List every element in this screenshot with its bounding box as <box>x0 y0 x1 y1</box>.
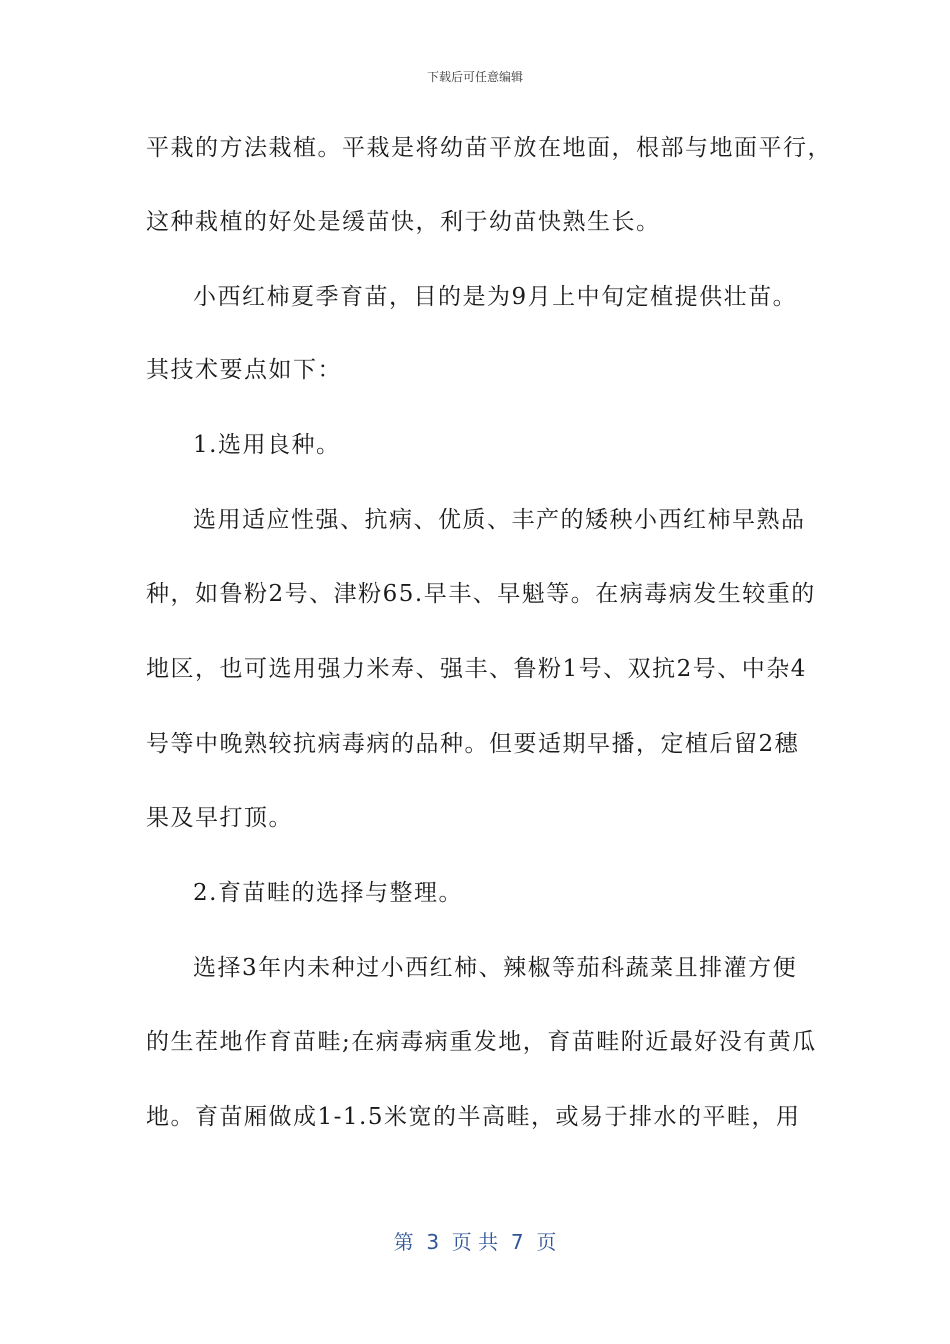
paragraph-start: 选择3年内未种过小西红柿、辣椒等茄科蔬菜且排灌方便 <box>193 955 798 981</box>
paragraph-start: 选用适应性强、抗病、优质、丰产的矮秧小西红柿早熟品 <box>193 507 806 533</box>
paragraph-start: 小西红柿夏季育苗，目的是为9月上中旬定植提供壮苗。 <box>193 284 798 310</box>
section-heading: 2.育苗畦的选择与整理。 <box>193 880 463 906</box>
body-line: 种，如鲁粉2号、津粉65.早丰、早魁等。在病毒病发生较重的 <box>146 581 816 607</box>
body-line: 地。育苗厢做成1-1.5米宽的半高畦，或易于排水的平畦，用 <box>146 1104 801 1130</box>
body-line: 果及早打顶。 <box>146 805 293 831</box>
body-line: 平栽的方法栽植。平栽是将幼苗平放在地面，根部与地面平行， <box>146 135 832 161</box>
body-line: 号等中晚熟较抗病毒病的品种。但要适期早播，定植后留2穗 <box>146 731 800 757</box>
header-note: 下载后可任意编辑 <box>426 70 523 84</box>
body-line: 这种栽植的好处是缓苗快，利于幼苗快熟生长。 <box>146 209 661 235</box>
body-line: 其技术要点如下： <box>146 357 342 383</box>
body-line: 的生茬地作育苗畦;在病毒病重发地，育苗畦附近最好没有黄瓜 <box>146 1029 817 1055</box>
page-number: 第 3 页 共 7 页 <box>393 1230 557 1254</box>
section-heading: 1.选用良种。 <box>193 432 341 458</box>
body-line: 地区，也可选用强力米寿、强丰、鲁粉1号、双抗2号、中杂4 <box>146 656 807 682</box>
